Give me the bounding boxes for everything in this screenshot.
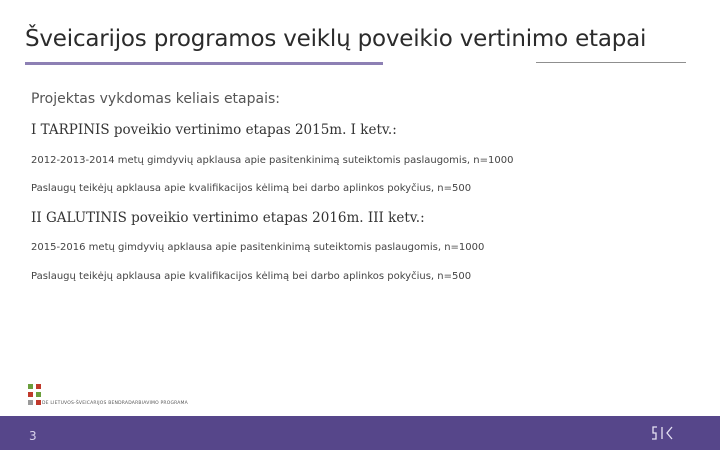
logo-square — [36, 392, 41, 397]
title-underline-thin — [536, 62, 686, 63]
stage-1-item-1: 2012-2013-2014 metų gimdyvių apklausa apie pasitenkinimą suteiktomis paslaugomis, n=1000 — [31, 155, 514, 166]
intro-text: Projektas vykdomas keliais etapais: — [31, 91, 280, 107]
brand-mark-icon — [652, 426, 676, 440]
logo-square — [36, 384, 41, 389]
program-logo — [26, 380, 188, 410]
stage-1-heading: I TARPINIS poveikio vertinimo etapas 2015m. I ketv.: — [31, 122, 397, 138]
logo-square — [36, 400, 41, 405]
footer-bar — [0, 416, 720, 450]
logo-square — [28, 392, 33, 397]
slide-title: Šveicarijos programos veiklų poveikio vertinimo etapai — [25, 26, 647, 52]
logo-square — [28, 400, 33, 405]
page-number: 3 — [29, 429, 37, 443]
logo-caption: DE LIETUVOS-ŠVEICARIJOS BENDRADARBIAVIMO PROGRAMA — [42, 401, 188, 406]
title-underline-accent — [25, 62, 383, 65]
stage-2-heading: II GALUTINIS poveikio vertinimo etapas 2016m. III ketv.: — [31, 210, 425, 226]
stage-2-item-2: Paslaugų teikėjų apklausa apie kvalifikacijos kėlimą bei darbo aplinkos pokyčius, n=500 — [31, 271, 472, 282]
logo-square — [28, 384, 33, 389]
stage-2-item-1: 2015-2016 metų gimdyvių apklausa apie pasitenkinimą suteiktomis paslaugomis, n=1000 — [31, 242, 485, 253]
stage-1-item-2: Paslaugų teikėjų apklausa apie kvalifikacijos kėlimą bei darbo aplinkos pokyčius, n=500 — [31, 183, 472, 194]
